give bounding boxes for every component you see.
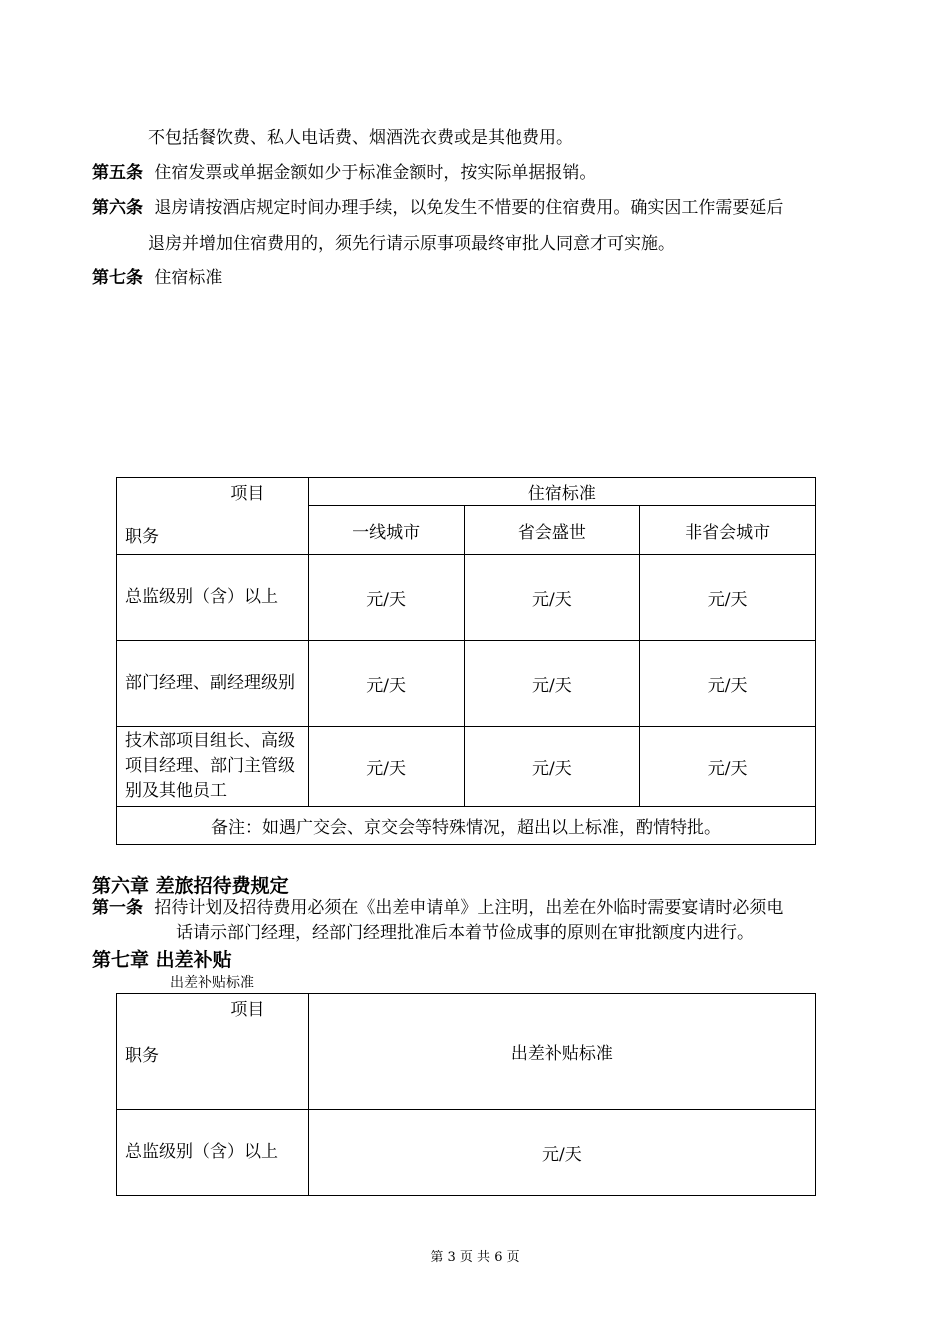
article-6	[92, 197, 783, 219]
column-header: 一线城市	[308, 506, 464, 555]
role-cell: 技术部项目组长、高级项目经理、部门主管级别及其他员工	[117, 727, 309, 807]
role-cell: 总监级别（含）以上	[117, 555, 309, 641]
value-cell: 元/天	[308, 641, 464, 727]
page-footer: 第 3 页 共 6 页	[430, 1250, 520, 1265]
lodging-group-header: 住宿标准	[308, 478, 815, 506]
value-cell: 元/天	[308, 555, 464, 641]
allowance-header: 出差补贴标准	[308, 994, 815, 1110]
chapter-6-article-1-text-2: 话请示部门经理，经部门经理批准后本着节俭成事的原则在审批额度内进行。	[176, 923, 754, 943]
table-row	[117, 727, 816, 807]
corner-top-label: 项目	[230, 484, 265, 504]
table-row	[117, 555, 816, 641]
lodging-standard-table	[116, 477, 816, 845]
value-cell: 元/天	[640, 555, 816, 641]
role-cell: 总监级别（含）以上	[117, 1110, 309, 1196]
table-row	[117, 641, 816, 727]
allowance-standard-table	[116, 993, 816, 1196]
value-cell: 元/天	[464, 727, 640, 807]
article-7	[92, 267, 222, 289]
article-6-text-1: 退房请按酒店规定时间办理手续，以免发生不惜要的住宿费用。确实因工作需要延后	[154, 198, 784, 218]
value-cell: 元/天	[308, 727, 464, 807]
allowance-corner-top-label: 项目	[230, 1000, 265, 1020]
column-header: 省会盛世	[464, 506, 640, 555]
article-6-label: 第六条	[92, 198, 143, 218]
column-header: 非省会城市	[640, 506, 816, 555]
role-cell: 部门经理、副经理级别	[117, 641, 309, 727]
article-5-label: 第五条	[92, 163, 143, 183]
article-6-text-2: 退房并增加住宿费用的，须先行请示原事项最终审批人同意才可实施。	[148, 234, 675, 254]
chapter-6-title: 第六章 差旅招待费规定	[92, 875, 289, 897]
chapter-6-article-1	[92, 897, 783, 919]
article-7-text: 住宿标准	[154, 268, 223, 288]
corner-cell	[117, 478, 309, 555]
chapter-6-article-1-text-1: 招待计划及招待费用必须在《出差申请单》上注明，出差在外临时需要宴请时必须电	[154, 898, 784, 918]
article-5	[92, 162, 596, 184]
value-cell: 元/天	[640, 641, 816, 727]
value-cell: 元/天	[464, 641, 640, 727]
chapter-6-article-1-label: 第一条	[92, 898, 143, 918]
value-cell: 元/天	[308, 1110, 815, 1196]
corner-bottom-label: 职务	[125, 527, 159, 547]
table-note: 备注：如遇广交会、京交会等特殊情况，超出以上标准，酌情特批。	[117, 807, 816, 845]
allowance-corner-cell	[117, 994, 309, 1110]
value-cell: 元/天	[640, 727, 816, 807]
chapter-7-title: 第七章 出差补贴	[92, 949, 232, 971]
article-7-label: 第七条	[92, 268, 143, 288]
allowance-corner-bottom-label: 职务	[125, 1046, 159, 1066]
continuation-line: 不包括餐饮费、私人电话费、烟酒洗衣费或是其他费用。	[148, 128, 573, 148]
value-cell: 元/天	[464, 555, 640, 641]
table-row	[117, 1110, 816, 1196]
allowance-caption: 出差补贴标准	[170, 975, 254, 991]
article-5-text: 住宿发票或单据金额如少于标准金额时，按实际单据报销。	[154, 163, 597, 183]
